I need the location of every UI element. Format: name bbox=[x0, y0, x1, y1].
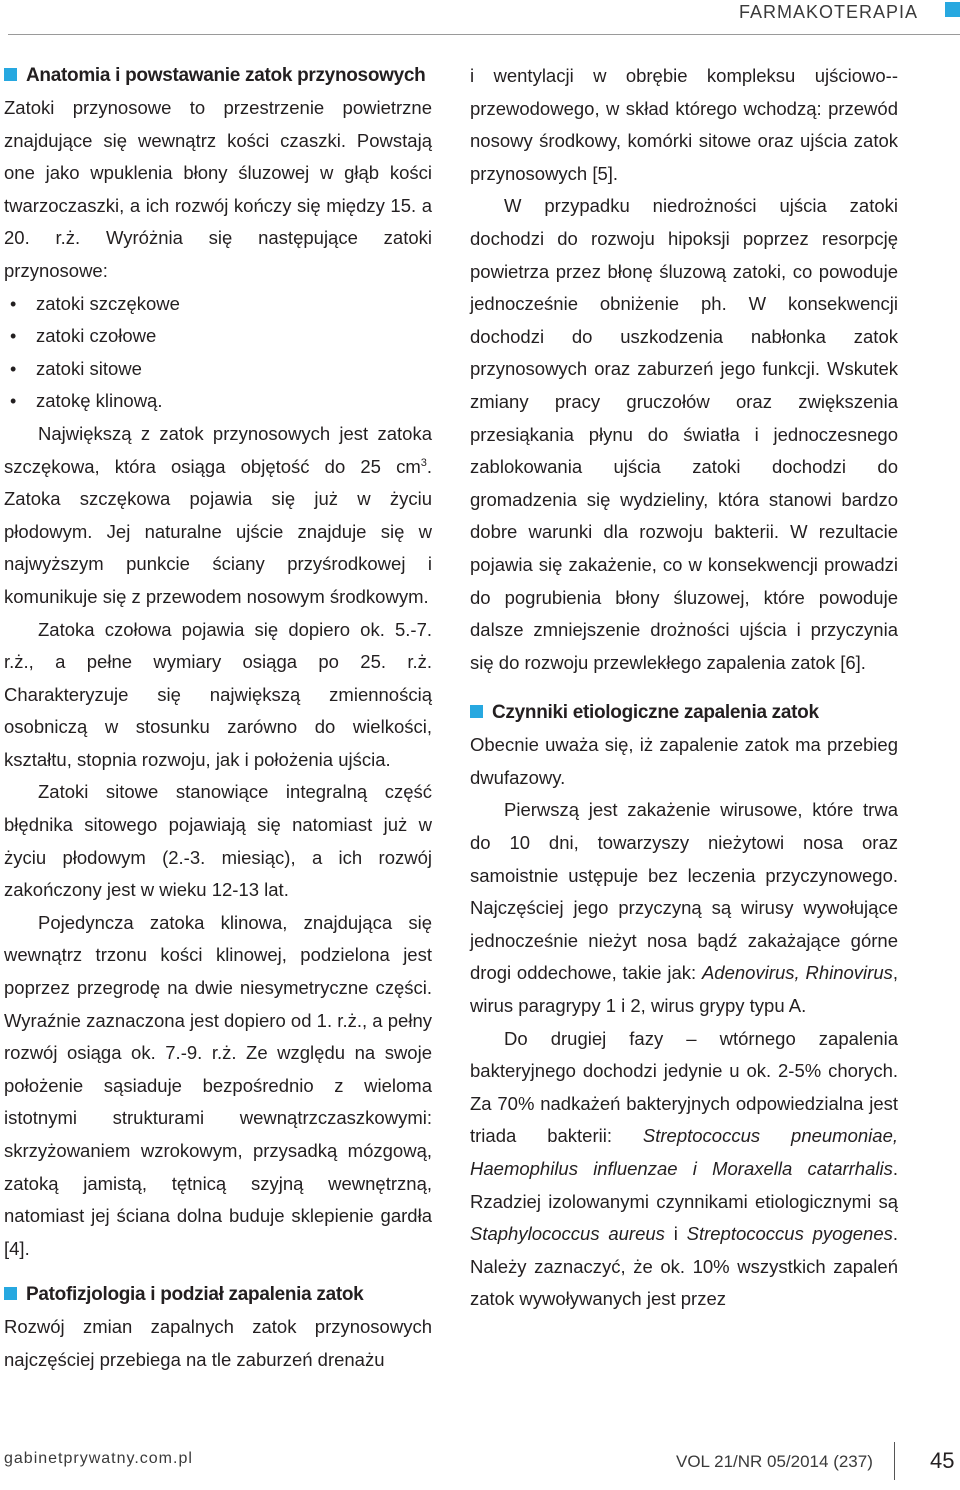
paragraph: Obecnie uważa się, iż zapalenie zatok ma przebieg dwufazowy. bbox=[470, 734, 898, 788]
heading-text: Czynniki etiologiczne zapalenia zatok bbox=[492, 702, 819, 724]
list-item: • zatoki sitowe bbox=[4, 353, 432, 386]
page-footer bbox=[0, 1430, 960, 1490]
superscript: 3 bbox=[420, 456, 427, 469]
list-item: • zatoki szczękowe bbox=[4, 288, 432, 321]
paragraph: i wentylacji w obrębie kompleksu ujściowo--przewodowego, w skład którego wchodzą: przewód nosowy środkowy, komórki sitowe oraz ujścia zatok przynosowych [5]. bbox=[470, 65, 898, 184]
text: Pierwszą jest zakażenie wirusowe, które trwa do 10 dni, towarzyszy nieżytowi nosa oraz samoistnie ustępuje bez leczenia przyczynowego. Najczęściej jego przyczyną są wirusy wywołujące jednocześnie nieżyt nosa bądź zakażające górne drogi oddechowe, takie jak: bbox=[470, 799, 898, 984]
list-item: • zatokę klinową. bbox=[4, 385, 432, 418]
section-label: FARMAKOTERAPIA bbox=[738, 2, 918, 22]
text: . Należy zaznaczyć, że ok. 10% wszystkich zapaleń zatok wywoływanych jest przez bbox=[470, 1223, 899, 1310]
paragraph: Zatoki przynosowe to przestrzenie powietrzne znajdujące się wewnątrz kości czaszki. Powstają one jako wpuklenia błony śluzowej w głąb kości twarzoczaszki, a ich rozwój kończy się między 15. a 20. r.ż. Wyróżnia się następujące zatoki przynosowe: bbox=[4, 97, 432, 281]
heading-square bbox=[470, 705, 483, 718]
volume-info: VOL 21/NR 05/2014 (237) bbox=[676, 1452, 873, 1471]
page-header bbox=[0, 0, 960, 40]
italic-text: Adenovirus, Rhinovirus bbox=[701, 962, 893, 984]
text: , wirus paragrypy 1 i 2, wirus grypy typu A. bbox=[470, 962, 898, 1017]
section-heading-anatomy bbox=[4, 60, 432, 92]
paragraph bbox=[4, 418, 432, 614]
italic-text: Streptococcus pneumoniae, Haemophilus influenzae i Moraxella catarrhalis bbox=[470, 1125, 898, 1179]
text: . Zatoka szczękowa pojawia się już w życiu płodowym. Jej naturalne ujście znajduje się w najwyższym punkcie ściany przyśrodkowej i komunikuje się z przewodem nosowym środkowym. bbox=[4, 455, 432, 607]
italic-text: Staphylococcus aureus bbox=[470, 1223, 665, 1245]
paragraph: Rozwój zmian zapalnych zatok przynosowych najczęściej przebiega na tle zaburzeń drenażu bbox=[4, 1316, 432, 1370]
paragraph: W przypadku niedrożności ujścia zatoki dochodzi do rozwoju hipoksji poprzez resorpcję powietrza przez błonę śluzową zatoki, co powoduje jednocześnie obniżenie ph. W konsekwencji dochodzi do uszkodzenia nabłonka zatok przynosowych oraz zaburzeń jego funkcji. Wskutek zmiany pracy gruczołów oraz zwiększenia przesiąkania płynu do światła i jednoczesnego zablokowania ujścia zatoki dochodzi do gromadzenia się wydzieliny, która stanowi bardzo dobre warunki dla rozwoju bakterii. W rezultacie pojawia się zakażenie, co w konsekwencji prowadzi do pogrubienia błony śluzowej, które powoduje dalsze zmniejszenie drożności ujścia i przyczynia się do rozwoju przewlekłego zapalenia zatok [6]. bbox=[470, 195, 898, 673]
footer-divider bbox=[894, 1442, 895, 1480]
sinus-list bbox=[4, 288, 432, 418]
heading-square bbox=[4, 1287, 17, 1300]
heading-text: Patofizjologia i podział zapalenia zatok bbox=[26, 1284, 364, 1306]
paragraph: Pojedyncza zatoka klinowa, znajdująca się wewnątrz trzonu kości klinowej, podzielona jest poprzez przegrodę na dwie niesymetryczne części. Wyraźnie zaznaczona jest dopiero od 1. r.ż., a pełny rozwój osiąga ok. 7.-9. r.ż. Ze względu na swoje położenie sąsiaduje bezpośrednio z wieloma istotnymi strukturami wewnątrzczaszkowymi: skrzyżowaniem wzrokowym, przysadką mózgową, zatoką jamistą, tętnicą szyjną wewnętrzną, natomiast jej ściana dolna buduje sklepienie gardła [4]. bbox=[4, 911, 432, 1259]
heading-square bbox=[4, 68, 17, 81]
italic-text: Streptococcus pyogenes bbox=[686, 1223, 893, 1245]
section-heading-pathophysiology bbox=[4, 1279, 432, 1311]
text: Największą z zatok przynosowych jest zatoka szczękowa, która osiąga objętość do 25 cm bbox=[4, 422, 432, 477]
paragraph: Zatoki sitowe stanowiące integralną część błędnika sitowego pojawiają się natomiast już w życiu płodowym (2.-3. miesiąc), a ich rozwój zakończony jest w wieku 12-13 lat. bbox=[4, 781, 432, 901]
paragraph bbox=[470, 1023, 898, 1316]
header-rule bbox=[8, 34, 960, 35]
text: Do drugiej fazy – wtórnego zapalenia bakteryjnego dochodzi jedynie u ok. 2-5% chorych. Za 70% nadkażeń bakteryjnych odpowiedzialna jest triada bakterii: bbox=[470, 1027, 898, 1147]
section-heading-etiology bbox=[470, 697, 898, 729]
text: i bbox=[664, 1223, 687, 1245]
left-column bbox=[4, 60, 432, 1377]
heading-text: Anatomia i powstawanie zatok przynosowych bbox=[26, 65, 426, 86]
website-link[interactable]: gabinetprywatny.com.pl bbox=[4, 1450, 193, 1467]
page-number: 45 bbox=[930, 1448, 955, 1473]
paragraph: Zatoka czołowa pojawia się dopiero ok. 5.-7. r.ż., a pełne wymiary osiąga po 25. r.ż. Charakteryzuje się największą zmiennością osobniczą w stosunku zarówno do wielkości, kształtu, stopnia rozwoju, jak i położenia ujścia. bbox=[4, 618, 432, 770]
right-column bbox=[470, 60, 898, 1316]
paragraph bbox=[470, 794, 898, 1022]
list-item: • zatoki czołowe bbox=[4, 320, 432, 353]
accent-square bbox=[945, 2, 960, 17]
text: . Rzadziej izolowanymi czynnikami etiologicznymi są bbox=[470, 1158, 898, 1212]
